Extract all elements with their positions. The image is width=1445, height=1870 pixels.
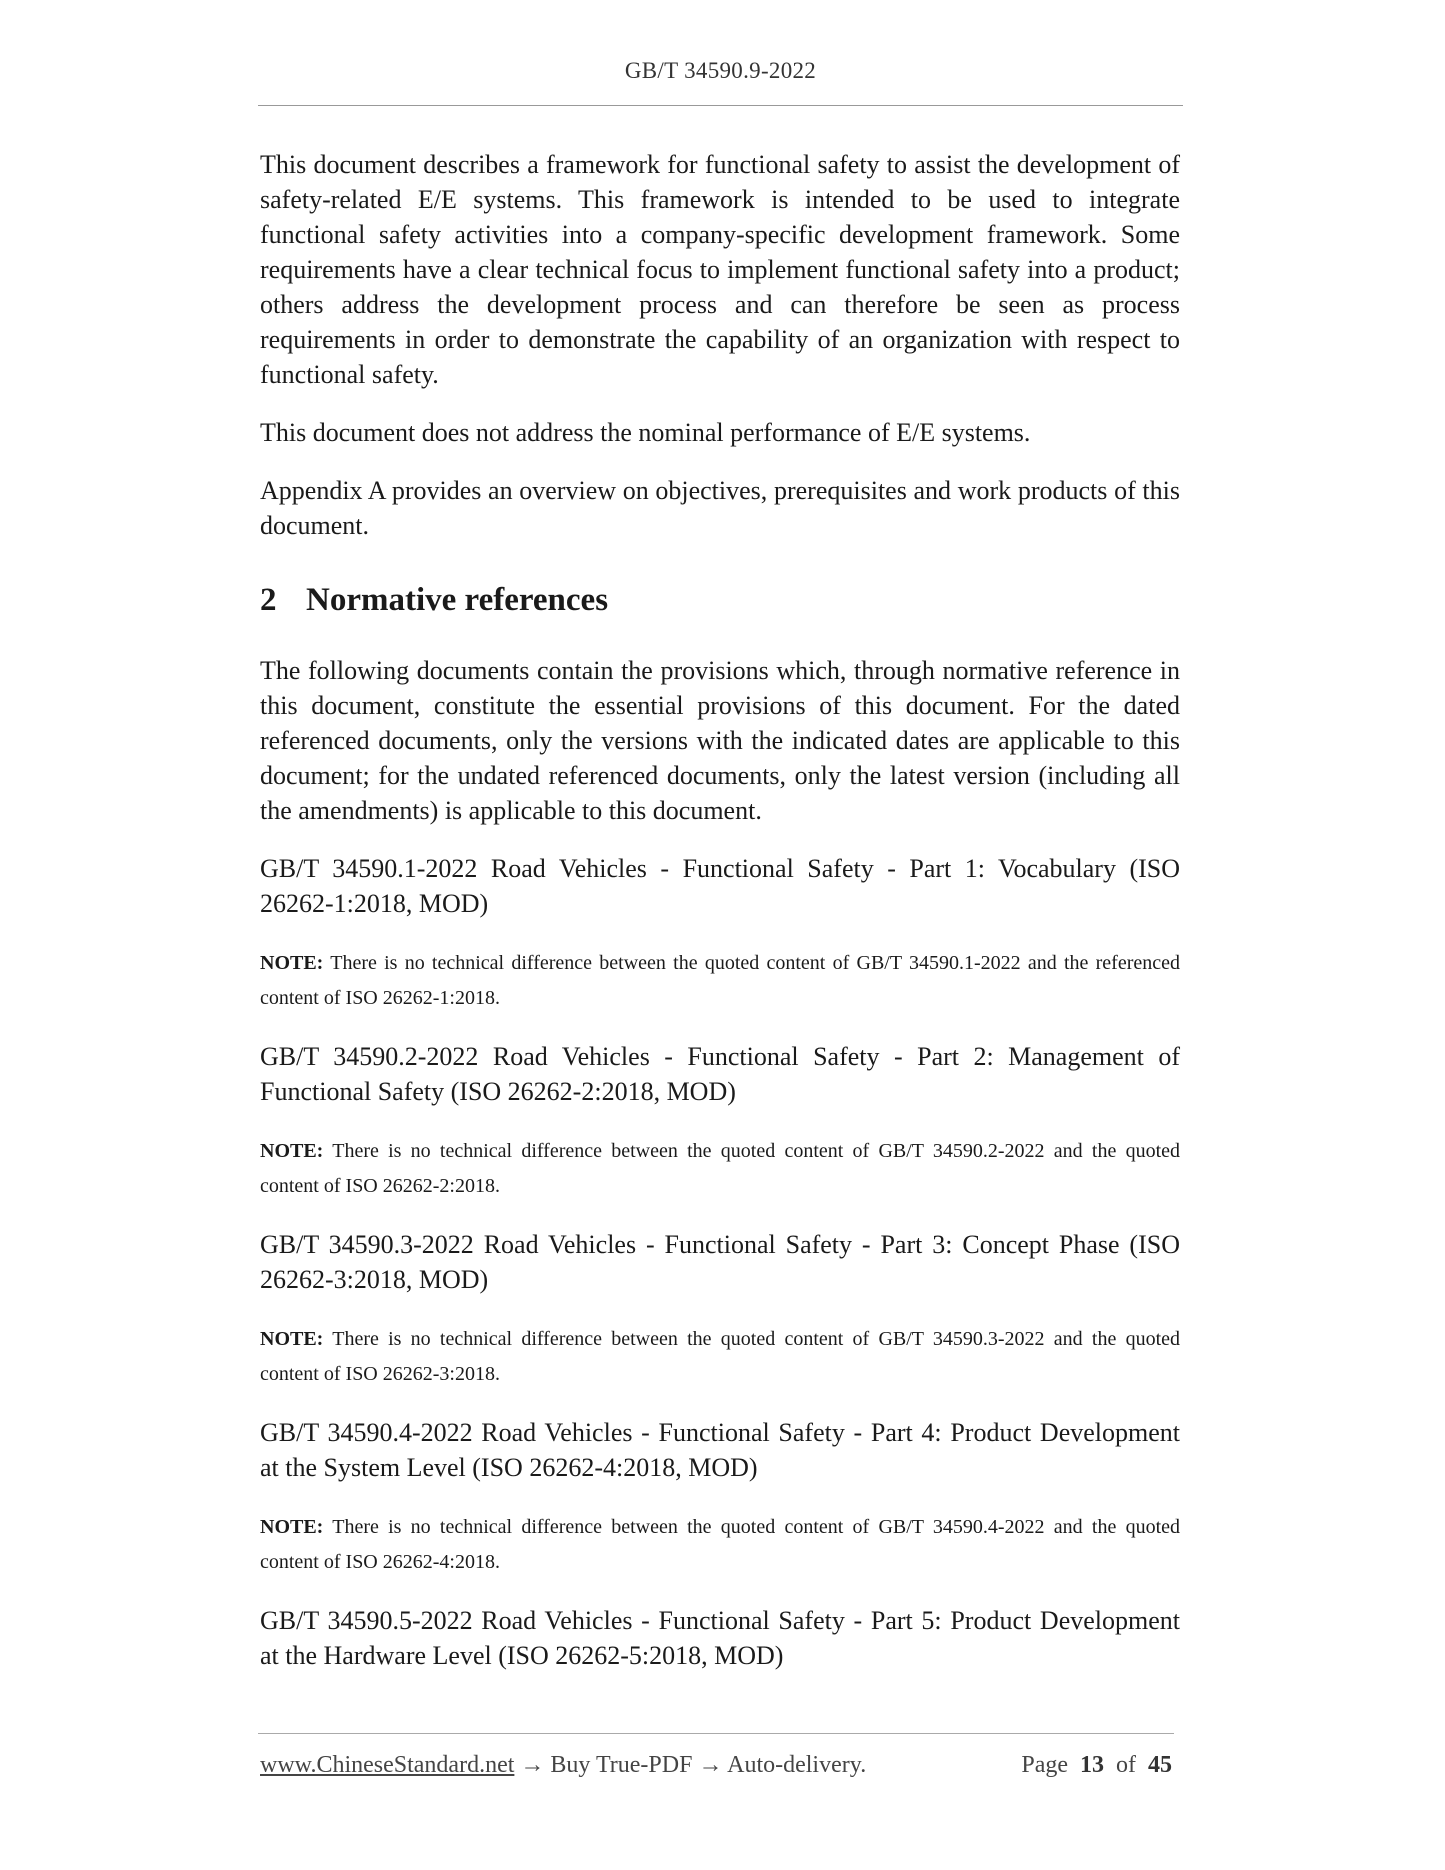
note-text: There is no technical difference between the quoted content of GB/T 34590.2-2022 and the quoted content of ISO 26262-2:2018. [260,1140,1181,1197]
footer-tagline: → Buy True-PDF → Auto-delivery. [514,1752,867,1778]
footer-promo [260,1752,866,1779]
page-content [260,147,1180,1698]
intro-paragraph: This document does not address the nominal performance of E/E systems. [260,418,1031,447]
page-footer [260,1752,1172,1779]
note-label: NOTE: [260,1516,324,1538]
note-text: There is no technical difference between the quoted content of GB/T 34590.3-2022 and the quoted content of ISO 26262-3:2018. [260,1328,1181,1385]
note-text: There is no technical difference between the quoted content of GB/T 34590.1-2022 and the referenced content of ISO 26262-1:2018. [260,952,1181,1009]
reference-item: GB/T 34590.2-2022 Road Vehicles - Functional Safety - Part 2: Management of Functional Safety (ISO 26262-2:2018, MOD) [260,1042,1180,1106]
note-label: NOTE: [260,1328,324,1350]
reference-note [260,1510,1180,1580]
reference-item: GB/T 34590.1-2022 Road Vehicles - Functional Safety - Part 1: Vocabulary (ISO 26262-1:2018, MOD) [260,854,1180,918]
note-label: NOTE: [260,952,324,974]
reference-note [260,946,1180,1016]
intro-paragraph: This document describes a framework for functional safety to assist the development of safety-related E/E systems. This framework is intended to be used to integrate functional safety activities into a company-specific development framework. Some requirements have a clear technical focus to implement functional safety into a product; others address the development process and can therefore be seen as process requirements in order to demonstrate the capability of an organization with respect to functional safety. [260,150,1180,389]
of-label: of [1116,1752,1136,1778]
section-heading [260,580,1180,620]
page-header: GB/T 34590.9-2022 [624,58,817,83]
reference-item: GB/T 34590.3-2022 Road Vehicles - Functional Safety - Part 3: Concept Phase (ISO 26262-3:2018, MOD) [260,1230,1180,1294]
reference-note [260,1134,1180,1204]
page-number: 13 [1080,1752,1104,1778]
site-link[interactable]: www.ChineseStandard.net [260,1752,515,1778]
reference-note [260,1322,1180,1392]
section-title: Normative references [306,582,609,618]
page-indicator [1021,1752,1172,1779]
reference-item: GB/T 34590.5-2022 Road Vehicles - Functional Safety - Part 5: Product Development at the Hardware Level (ISO 26262-5:2018, MOD) [260,1606,1180,1670]
section-number: 2 [260,582,277,618]
header-divider [258,105,1183,106]
reference-item: GB/T 34590.4-2022 Road Vehicles - Functional Safety - Part 4: Product Development at the System Level (ISO 26262-4:2018, MOD) [260,1418,1180,1482]
total-pages: 45 [1148,1752,1172,1778]
section-intro-paragraph: The following documents contain the provisions which, through normative reference in this document, constitute the essential provisions of this document. For the dated referenced documents, only the versions with the indicated dates are applicable to this document; for the undated referenced documents, only the latest version (including all the amendments) is applicable to this document. [260,656,1180,825]
note-text: There is no technical difference between the quoted content of GB/T 34590.4-2022 and the quoted content of ISO 26262-4:2018. [260,1516,1181,1573]
note-label: NOTE: [260,1140,324,1162]
intro-paragraph: Appendix A provides an overview on objectives, prerequisites and work products of this document. [260,476,1180,540]
footer-divider [258,1733,1174,1734]
page-label: Page [1021,1752,1068,1778]
